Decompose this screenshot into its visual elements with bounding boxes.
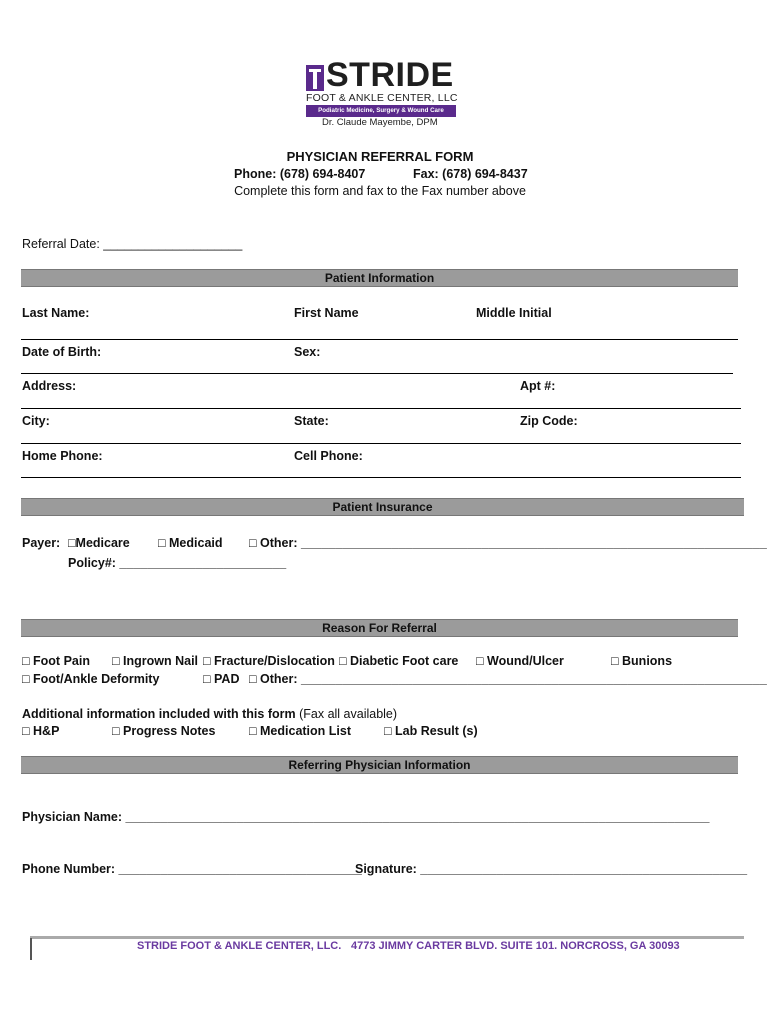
dob-underline[interactable] [21, 373, 733, 374]
home-phone-label: Home Phone: [22, 449, 103, 463]
first-name-label: First Name [294, 306, 359, 320]
zip-label: Zip Code: [520, 414, 578, 428]
medicaid-checkbox[interactable]: □ Medicaid [158, 536, 223, 550]
address-underline[interactable] [21, 408, 741, 409]
sex-label: Sex: [294, 345, 321, 359]
physician-name-field[interactable]: Physician Name: ____________________________________________________________________________________ [22, 810, 710, 824]
deformity-checkbox[interactable]: □ Foot/Ankle Deformity [22, 672, 160, 686]
policy-field[interactable]: Policy#: ________________________ [68, 556, 287, 570]
dob-label: Date of Birth: [22, 345, 102, 359]
medicare-checkbox[interactable]: □Medicare [68, 536, 130, 550]
foot-pain-checkbox[interactable]: □ Foot Pain [22, 654, 90, 668]
footer-company: STRIDE FOOT & ANKLE CENTER, LLC. [137, 940, 342, 952]
insurance-other-field[interactable]: □ Other: ___________________________________________________________________ [249, 536, 767, 550]
hp-checkbox[interactable]: □ H&P [22, 724, 60, 738]
diabetic-foot-checkbox[interactable]: □ Diabetic Foot care [339, 654, 459, 668]
additional-info-note: (Fax all available) [299, 707, 398, 721]
section-patient-insurance: Patient Insurance [21, 498, 744, 516]
fax-number: Fax: (678) 694-8437 [413, 167, 528, 181]
apt-label: Apt #: [520, 379, 556, 393]
physician-phone-field[interactable]: Phone Number: ___________________________________ [22, 862, 362, 876]
middle-initial-label: Middle Initial [476, 306, 552, 320]
section-patient-information: Patient Information [21, 269, 738, 287]
ingrown-nail-checkbox[interactable]: □ Ingrown Nail [112, 654, 199, 668]
name-underline[interactable] [21, 339, 738, 340]
section-reason-for-referral: Reason For Referral [21, 619, 738, 637]
payer-label: Payer: [22, 536, 61, 550]
progress-notes-checkbox[interactable]: □ Progress Notes [112, 724, 216, 738]
logo-mark-icon [304, 63, 326, 93]
city-label: City: [22, 414, 50, 428]
lab-result-checkbox[interactable]: □ Lab Result (s) [384, 724, 478, 738]
phone-underline[interactable] [21, 477, 741, 478]
logo-name: STRIDE [326, 56, 454, 94]
pad-checkbox[interactable]: □ PAD [203, 672, 240, 686]
last-name-label: Last Name: [22, 306, 90, 320]
footer-tick [30, 938, 32, 960]
clinic-logo [304, 56, 464, 132]
footer-divider [30, 936, 744, 939]
additional-info [22, 707, 397, 721]
logo-doctor: Dr. Claude Mayembe, DPM [322, 117, 438, 128]
phone-number: Phone: (678) 694-8407 [234, 167, 366, 181]
reason-other-field[interactable]: □ Other: ___________________________________________________________________ [249, 672, 767, 686]
referral-date-field[interactable]: Referral Date: ____________________ [22, 237, 243, 251]
fracture-checkbox[interactable]: □ Fracture/Dislocation [203, 654, 335, 668]
signature-field[interactable]: Signature: _______________________________________________ [355, 862, 748, 876]
logo-band: Podiatric Medicine, Surgery & Wound Care [306, 105, 456, 117]
cell-phone-label: Cell Phone: [294, 449, 363, 463]
form-title: PHYSICIAN REFERRAL FORM [286, 149, 474, 164]
additional-info-label: Additional information included with this form [22, 707, 296, 721]
address-label: Address: [22, 379, 77, 393]
bunions-checkbox[interactable]: □ Bunions [611, 654, 673, 668]
section-referring-physician: Referring Physician Information [21, 756, 738, 774]
state-label: State: [294, 414, 329, 428]
city-underline[interactable] [21, 443, 741, 444]
medication-list-checkbox[interactable]: □ Medication List [249, 724, 352, 738]
footer-address: 4773 JIMMY CARTER BLVD. SUITE 101. NORCROSS, GA 30093 [351, 940, 680, 952]
logo-subtitle: FOOT & ANKLE CENTER, LLC [306, 92, 458, 104]
wound-ulcer-checkbox[interactable]: □ Wound/Ulcer [476, 654, 564, 668]
form-instruction: Complete this form and fax to the Fax number above [234, 184, 526, 198]
